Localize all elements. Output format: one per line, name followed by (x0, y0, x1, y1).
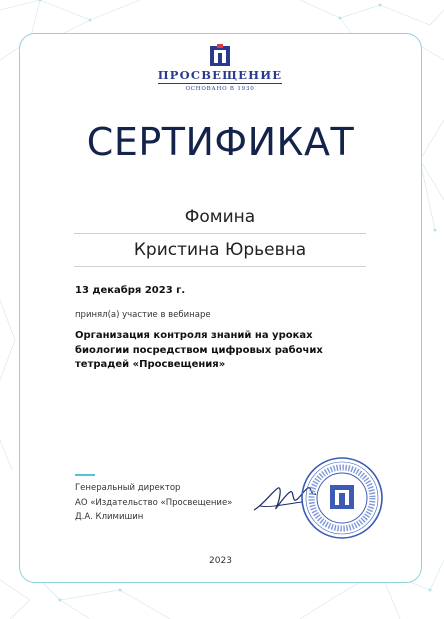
certificate-year: 2023 (209, 556, 232, 566)
given-names-underline (74, 266, 366, 267)
signatory-company: АО «Издательство «Просвещение» (75, 497, 233, 508)
signatory-position: Генеральный директор (75, 483, 181, 493)
publisher-emblem-icon (210, 44, 230, 66)
recipient-surname: Фомина (184, 207, 256, 227)
webinar-title: Организация контроля знаний на уроках биологии посредством цифровых рабочих тетрадей «Просвещения» (75, 330, 323, 370)
surname-underline (74, 233, 366, 234)
publisher-divider (158, 83, 282, 84)
publisher-name: ПРОСВЕЩЕНИЕ (157, 68, 283, 82)
event-date: 13 декабря 2023 г. (75, 285, 186, 296)
publisher-founded: ОСНОВАНО В 1930 (185, 86, 255, 92)
participation-text: принял(а) участие в вебинаре (75, 310, 211, 320)
signatory-accent-line (75, 474, 95, 476)
signatory-name: Д.А. Климишин (75, 512, 144, 522)
signatory-block (75, 481, 232, 525)
publisher-logo (150, 44, 290, 96)
recipient-given-names: Кристина Юрьевна (133, 240, 307, 260)
certificate-title: СЕРТИФИКАТ (86, 120, 355, 164)
company-seal (300, 456, 384, 540)
